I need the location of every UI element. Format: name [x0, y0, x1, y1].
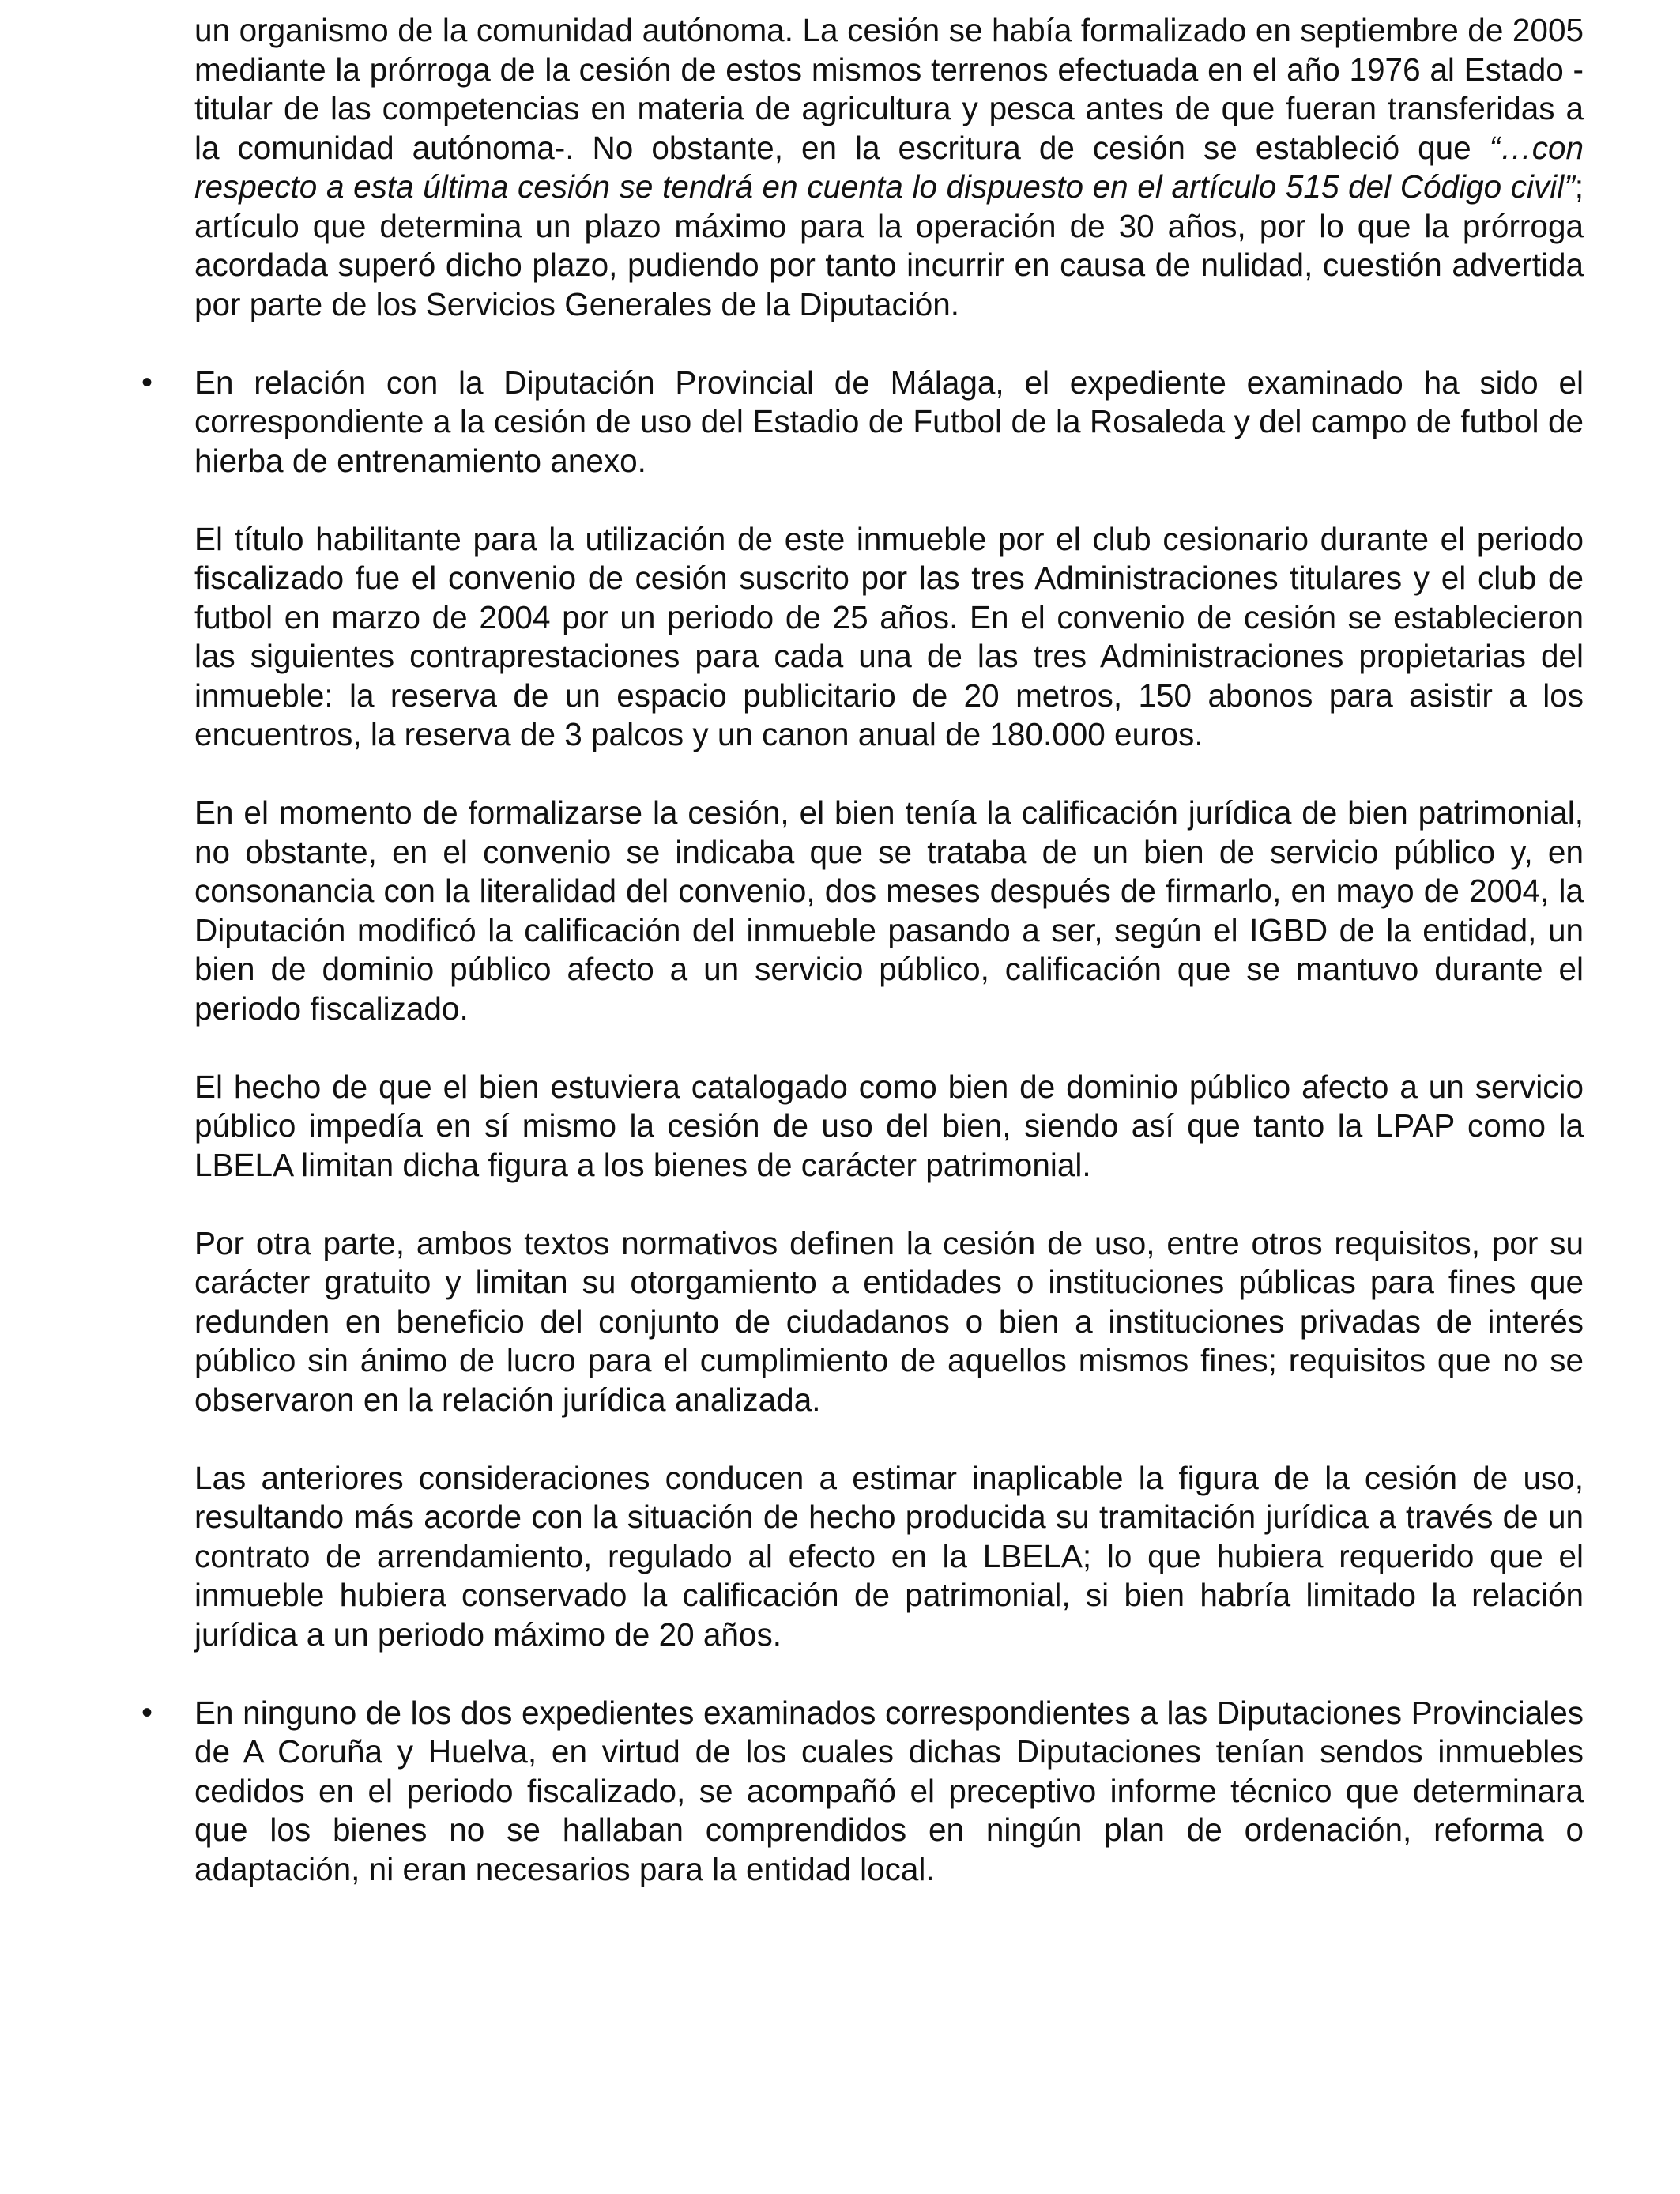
paragraph-text-part: ; artículo que determina un plazo máximo para la operación de 30 años, por lo que la prórroga acordada superó dicho plazo, pudiendo por tanto incurrir en causa de nulidad, cuestión advertida por parte de los Servicios Generales de la Diputación. — [194, 168, 1584, 322]
paragraph-textos-normativos: Por otra parte, ambos textos normativos definen la cesión de uso, entre otros requisitos, por su carácter gratuito y limitan su otorgamiento a entidades o instituciones públicas para fines que redunden en beneficio del conjunto de ciudadanos o bien a instituciones privadas de interés público sin ánimo de lucro para el cumplimiento de aquellos mismos fines; requisitos que no se observaron en la relación jurídica analizada. — [194, 1224, 1584, 1418]
paragraph-consideraciones: Las anteriores consideraciones conducen a estimar inaplicable la figura de la cesión de uso, resultando más acorde con la situación de hecho producida su tramitación jurídica a través de un contrato de arrendamiento, regulado al efecto en la LBELA; lo que hubiera requerido que el inmueble hubiera conservado la calificación de patrimonial, si bien habría limitado la relación jurídica a un periodo máximo de 20 años. — [194, 1459, 1584, 1653]
bullet-icon: • — [141, 1695, 153, 1730]
paragraph-text: En relación con la Diputación Provincial de Málaga, el expediente examinado ha sido el correspondiente a la cesión de uso del Estadio de Futbol de la Rosaleda y del campo de futbol de hierba de entrenamiento anexo. — [194, 364, 1584, 479]
paragraph-text-part: un organismo de la comunidad autónoma. La cesión se había formalizado en septiembre de 2005 mediante la prórroga de la cesión de estos mismos terrenos efectuada en el año 1976 al Estado -titular de las competencias en materia de agricultura y pesca antes de que fueran transferidas a la comunidad autónoma-. No obstante, en la escritura de cesión se estableció que — [194, 12, 1584, 166]
paragraph-dominio-publico: El hecho de que el bien estuviera catalogado como bien de dominio público afecto a un servicio público impedía en sí mismo la cesión de uso del bien, siendo así que tanto la LPAP como la LBELA limitan dicha figura a los bienes de carácter patrimonial. — [194, 1068, 1584, 1183]
bullet-item-coruna-huelva — [141, 1694, 1584, 1890]
paragraph-text: En ninguno de los dos expedientes examinados correspondientes a las Diputaciones Provinciales de A Coruña y Huelva, en virtud de los cuales dichas Diputaciones tenían sendos inmuebles cedidos en el periodo fiscalizado, se acompañó el preceptivo informe técnico que determinara que los bienes no se hallaban comprendidos en ningún plan de ordenación, reforma o adaptación, ni eran necesarios para la entidad local. — [194, 1694, 1584, 1887]
bullet-item-malaga — [141, 364, 1584, 481]
bullet-icon: • — [141, 364, 153, 400]
paragraph-titulo-habilitante: El título habilitante para la utilización de este inmueble por el club cesionario durante el periodo fiscalizado fue el convenio de cesión suscrito por las tres Administraciones titulares y el club de futbol en marzo de 2004 por un periodo de 25 años. En el convenio de cesión se establecieron las siguientes contraprestaciones para cada una de las tres Administraciones propietarias del inmueble: la reserva de un espacio publicitario de 20 metros, 150 abonos para asistir a los encuentros, la reserva de 3 palcos y un canon anual de 180.000 euros. — [194, 520, 1584, 752]
document-body — [141, 11, 1584, 1889]
paragraph-calificacion-juridica: En el momento de formalizarse la cesión, el bien tenía la calificación jurídica de bien patrimonial, no obstante, en el convenio se indicaba que se trataba de un bien de servicio público y, en consonancia con la literalidad del convenio, dos meses después de firmarlo, en mayo de 2004, la Diputación modificó la calificación del inmueble pasando a ser, según el IGBD de la entidad, un bien de dominio público afecto a un servicio público, calificación que se mantuvo durante el periodo fiscalizado. — [194, 794, 1584, 1027]
paragraph-cesion-terrenos — [194, 11, 1584, 324]
quoted-clause: “…con respecto a esta última cesión se tendrá en cuenta lo dispuesto en el artículo 515 del Código civil” — [194, 129, 1584, 205]
